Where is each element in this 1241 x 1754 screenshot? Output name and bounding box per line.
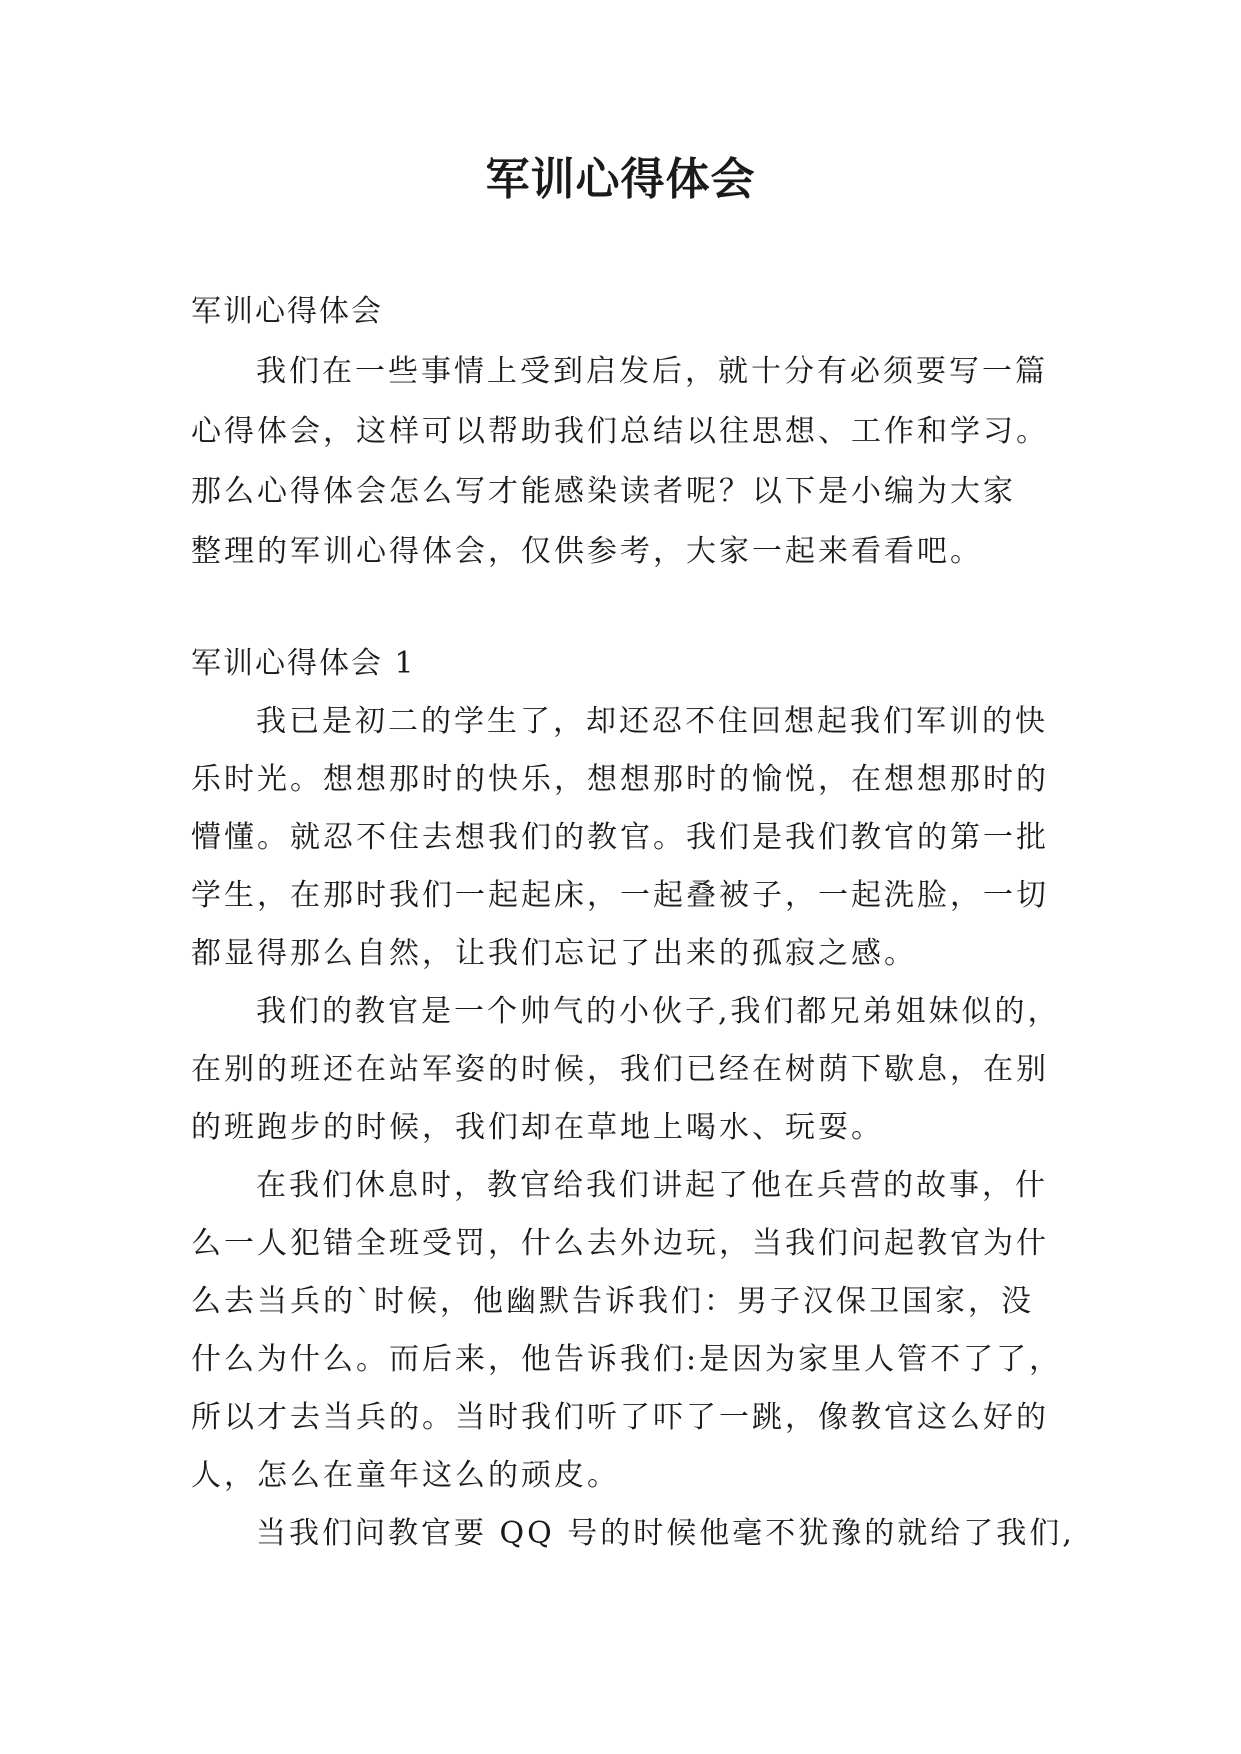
paragraph-line: 在我们休息时，教官给我们讲起了他在兵营的故事，什 [256, 1168, 1048, 1203]
paragraph-line: 我已是初二的学生了，却还忍不住回想起我们军训的快 [256, 704, 1048, 739]
paragraph-line: 么去当兵的`时候，他幽默告诉我们：男子汉保卫国家，没 [191, 1284, 1034, 1319]
paragraph-line: 的班跑步的时候，我们却在草地上喝水、玩耍。 [191, 1110, 884, 1145]
paragraph-line: 乐时光。想想那时的快乐，想想那时的愉悦，在想想那时的 [191, 762, 1049, 797]
paragraph-line: 我们在一些事情上受到启发后，就十分有必须要写一篇 [256, 354, 1048, 389]
paragraph-line: 心得体会，这样可以帮助我们总结以往思想、工作和学习。 [191, 414, 1049, 449]
paragraph-line: 什么为什么。而后来，他告诉我们:是因为家里人管不了了， [191, 1342, 1063, 1377]
paragraph-line: 整理的军训心得体会，仅供参考，大家一起来看看吧。 [191, 534, 983, 569]
paragraph-line: 人，怎么在童年这么的顽皮。 [191, 1458, 620, 1493]
paragraph-line: 那么心得体会怎么写才能感染读者呢？以下是小编为大家 [191, 474, 1016, 509]
paragraph-line: 懵懂。就忍不住去想我们的教官。我们是我们教官的第一批 [191, 820, 1049, 855]
document-title: 军训心得体会 [485, 154, 756, 205]
paragraph-line: 学生，在那时我们一起起床，一起叠被子，一起洗脸，一切 [191, 878, 1049, 913]
section-heading: 军训心得体会 1 [191, 646, 416, 681]
paragraph-line: 当我们问教官要 QQ 号的时候他毫不犹豫的就给了我们, [256, 1516, 1075, 1551]
paragraph-line: 我们的教官是一个帅气的小伙子,我们都兄弟姐妹似的， [256, 994, 1061, 1029]
section-heading: 军训心得体会 [191, 294, 383, 329]
paragraph-line: 么一人犯错全班受罚，什么去外边玩，当我们问起教官为什 [191, 1226, 1049, 1261]
paragraph-line: 所以才去当兵的。当时我们听了吓了一跳，像教官这么好的 [191, 1400, 1049, 1435]
paragraph-line: 在别的班还在站军姿的时候，我们已经在树荫下歇息，在别 [191, 1052, 1049, 1087]
paragraph-line: 都显得那么自然，让我们忘记了出来的孤寂之感。 [191, 936, 917, 971]
